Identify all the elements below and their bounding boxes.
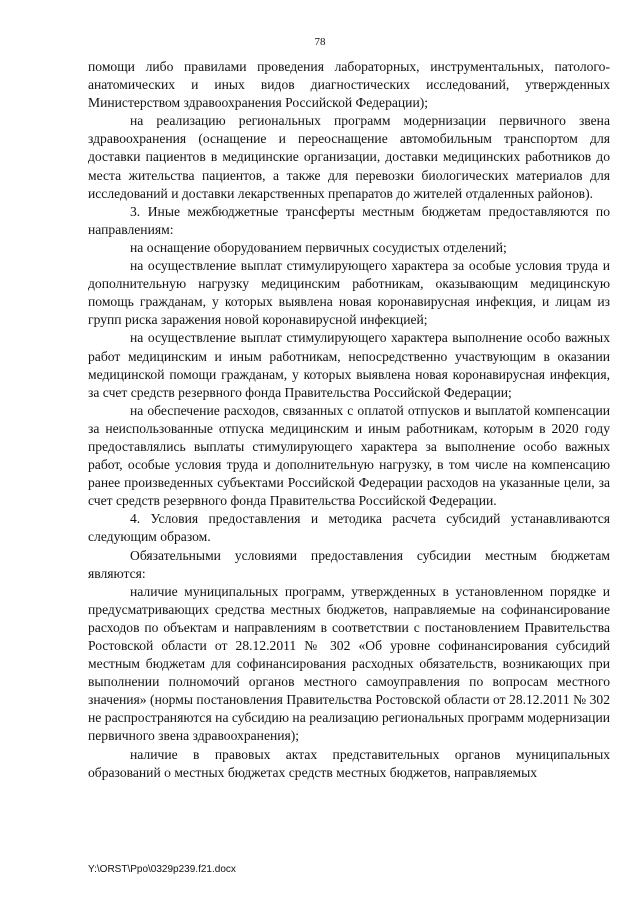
paragraph-continuation: помощи либо правилами проведения лабораторных, инструментальных, патолого-анатомических и иных видов диагностических исследований, утвержденных Министерством здравоохранения Российской Федерации); [88,59,610,111]
paragraph: на обеспечение расходов, связанных с оплатой отпусков и выплатой компенсации за неиспользованные отпуска медицинским и иным работникам, которым в 2020 году предоставлялись выплаты стимулирующего характера за выполнение особо важных работ, особые условия труда и дополнительную нагрузку, в том числе на компенсацию ранее произведенных субъектами Российской Федерации расходов на указанные цели, за счет средств резервного фонда Правительства Российской Федерации. [88,402,610,509]
paragraph-section-3: 3. Иные межбюджетные трансферты местным бюджетам предоставляются по направлениям: [88,203,610,237]
footer-file-path: Y:\ORST\Ppo\0329p239.f21.docx [88,864,236,875]
paragraph: на реализацию региональных программ модернизации первичного звена здравоохранения (оснащение и переоснащение автомобильным транспортом для доставки пациентов в медицинские организации, доставки медицинских работников до места жительства пациентов, а также для перевозки биологических материалов для исследований и доставки лекарственных препаратов до жителей отдаленных районов). [88,113,610,201]
paragraph: на оснащение оборудованием первичных сосудистых отделений; [130,239,507,255]
paragraph-section-4: 4. Условия предоставления и методика расчета субсидий устанавливаются следующим образом. [88,511,610,545]
paragraph: наличие в правовых актах представительных органов муниципальных образований о местных бюджетах средств местных бюджетов, направляемых [88,746,610,780]
page-number: 78 [314,36,326,48]
document-body [88,58,610,782]
paragraph: наличие муниципальных программ, утвержденных в установленном порядке и предусматривающих средства местных бюджетов, направляемые на софинансирование расходов по объектам и направлениям в соответствии с постановлением Правительства Ростовской области от 28.12.2011 № 302 «Об уровне софинансирования субсидий местным бюджетам для софинансирования расходных обязательств, возникающих при выполнении полномочий органов местного самоуправления по вопросам местного значения» (нормы постановления Правительства Ростовской области от 28.12.2011 № 302 не распространяются на субсидию на реализацию региональных программ модернизации первичного звена здравоохранения); [88,583,610,744]
paragraph: на осуществление выплат стимулирующего характера за особые условия труда и дополнительную нагрузку медицинским работникам, оказывающим медицинскую помощь гражданам, у которых выявлена новая коронавирусная инфекция, и лицам из групп риска заражения новой коронавирусной инфекцией; [88,258,610,328]
paragraph: на осуществление выплат стимулирующего характера выполнение особо важных работ медицинским и иным работникам, непосредственно участвующим в оказании медицинской помощи гражданам, у которых выявлена новая коронавирусная инфекция, за счет средств резервного фонда Правительства Российской Федерации; [88,330,610,400]
paragraph: Обязательными условиями предоставления субсидии местным бюджетам являются: [88,547,610,581]
